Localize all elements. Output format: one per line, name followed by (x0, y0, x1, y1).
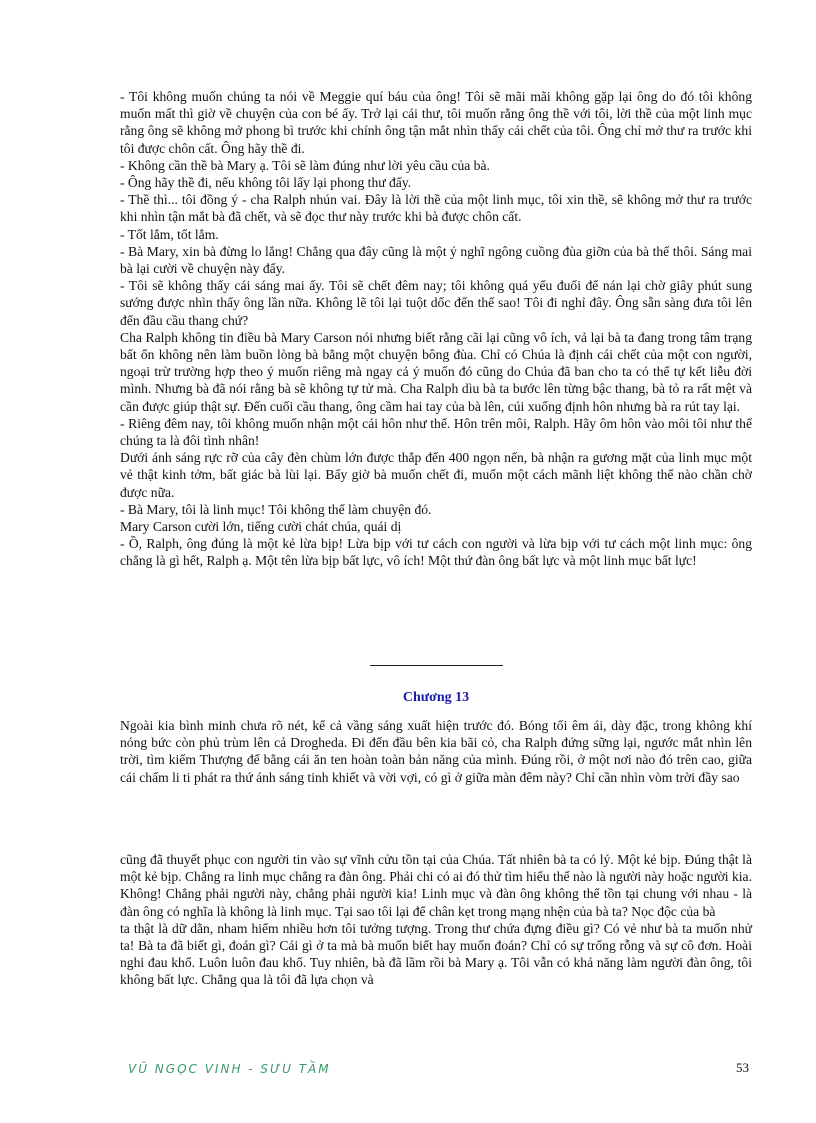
paragraph: - Không cần thề bà Mary ạ. Tôi sẽ làm đúng như lời yêu cầu của bà. (120, 157, 490, 173)
paragraph: Ngoài kia bình minh chưa rõ nét, kể cả vầng sáng xuất hiện trước đó. Bóng tối êm ái, dày đặc, trong không khí nóng bức còn phủ trùm lên cả Drogheda. Đi đến đầu bên kia bãi cỏ, cha Ralph đứng sững lại, ngước mắt nhìn lên trời, tìm kiếm Thượng đế bằng cái ăn ten hoàn toàn bản năng của mình. Đúng rồi, ở một nơi nào đó trên cao, giữa cái chấm li ti phát ra thứ ánh sáng tinh khiết và vời vợi, có gì ở giữa màn đêm này? Chỉ cần nhìn vòm trời đầy sao (120, 718, 752, 785)
paragraph: cũng đã thuyết phục con người tin vào sự vĩnh cửu tồn tại của Chúa. Tất nhiên bà ta có lý. Một kẻ bịp. Đúng thật là một kẻ bịp. Chẳng ra linh mục chẳng ra đàn ông. Phải chi có ai đó thử tìm hiểu thế nào là người này hoặc người kia. Không! Chẳng phải người này, chẳng phải người kia! Linh mục và đàn ông không thể tồn tại chung với nhau - là đàn ông có nghĩa là không là linh mục. Tại sao tôi lại để chân kẹt trong mạng nhện của bà ta? Nọc độc của bà (120, 852, 752, 919)
paragraph: - Bà Mary, xin bà đừng lo lắng! Chẳng qua đây cũng là một ý nghĩ ngông cuồng đùa giỡn của bà thế thôi. Sáng mai bà lại cười về chuyện này đấy. (120, 243, 752, 277)
chapter-title: Chương 13 (402, 690, 470, 705)
footer-credit: VŨ NGỌC VINH - SƯU TẦM (128, 1062, 331, 1076)
paragraph: - Tốt lắm, tốt lắm. (120, 226, 219, 242)
paragraph: - Bà Mary, tôi là linh mục! Tôi không thể làm chuyện đó. (120, 501, 432, 517)
paragraph: - Ồ, Ralph, ông đúng là một kẻ lừa bịp! Lừa bịp với tư cách con người và lừa bịp với tư cách một linh mục: ông chẳng là gì hết, Ralph ạ. Một tên lừa bịp bất lực, vô ích! Một thứ đàn ông bất lực và một linh mục bất lực! (120, 536, 752, 569)
paragraph: - Tôi không muốn chúng ta nói về Meggie quí báu của ông! Tôi sẽ mãi mãi không gặp lại ông do đó tôi không muốn mất thì giờ về chuyện của con bé ấy. Trở lại cái thư, tôi muốn rằng ông thề với tôi, lời thề của một linh mục rằng ông sẽ không mở phong bì trước khi chính ông tận mắt nhìn thấy cái chết của tôi. Ông chỉ mở thư ra trước khi tôi được chôn cất. Ông hãy thề đi. (120, 89, 752, 156)
page-number: 53 (736, 1060, 749, 1075)
paragraph: ta thật là dữ dằn, nham hiểm nhiều hơn tôi tưởng tượng. Trong thư chứa đựng điều gì? Có vẻ như bà ta muốn nhử ta! Bà ta đã biết gì, đoán gì? Cái gì ở ta mà bà muốn biết hay muốn đoán? Chỉ có sự trống rỗng và sự cô đơn. Hoài nghi đau khổ. Luôn luôn đau khổ. Tuy nhiên, bà đã lầm rồi bà Mary ạ. Tôi vẫn có khả năng làm người đàn ông, tôi không bất lực. Chẳng qua là tôi đã lựa chọn và (120, 920, 752, 988)
body-text-top (120, 88, 752, 570)
paragraph: - Riêng đêm nay, tôi không muốn nhận một cái hôn như thế. Hôn trên môi, Ralph. Hãy ôm hôn vào môi tôi như thể chúng ta là đôi tình nhân! (120, 415, 752, 449)
paragraph: Mary Carson cười lớn, tiếng cười chát chúa, quái dị (120, 519, 402, 535)
paragraph: Cha Ralph không tin điều bà Mary Carson nói nhưng biết rằng cãi lại cũng vô ích, vả lại bà ta đang trong tâm trạng bất ổn không nên làm buồn lòng bà bằng một chuyện bông đùa. Chỉ có Chúa là định cái chết của một con người, ngoại trừ trường hợp theo ý muốn riêng mà ngay cả ý muốn đó cũng do Chúa đã ban cho ta có thể tự kết liễu đời mình. Nhưng bà đã nói rằng bà sẽ không tự tử mà. Cha Ralph dìu bà ta bước lên từng bậc thang, bà tỏ ra rất mệt và cần được giúp thật sự. Đến cuối cầu thang, ông cầm hai tay của bà lên, cúi xuống định hôn nhưng bà ra rút tay lại. (120, 329, 752, 414)
paragraph: Dưới ánh sáng rực rỡ của cây đèn chùm lớn được thắp đến 400 ngọn nến, bà nhận ra gương mặt của linh mục một vẻ thật kinh tởm, bất giác bà lùi lại. Bấy giờ bà muốn chết đi, muốn một cách mãnh liệt không thể nào chần chờ được nữa. (120, 450, 752, 500)
paragraph: - Ông hãy thề đi, nếu không tôi lấy lại phong thư đấy. (120, 175, 412, 191)
paragraph: - Thề thì... tôi đồng ý - cha Ralph nhún vai. Đây là lời thề của một linh mục, tôi xin thề, sẽ không mở thư ra trước khi nhìn tận mắt bà đã chết, và sẽ đọc thư này trước khi bà được chôn cất. (120, 192, 752, 225)
section-divider (370, 665, 503, 666)
body-text-bottom (120, 851, 752, 989)
paragraph: - Tôi sẽ không thấy cái sáng mai ấy. Tôi sẽ chết đêm nay; tôi không quá yếu đuối để nán lại chờ giây phút sung sướng được nhìn thấy ông lần nữa. Không lẽ tôi lại tuột dốc đến thế sao! Tôi đi nghỉ đây. Ông sẵn sàng đưa tôi lên đến đầu cầu thang chứ? (120, 278, 752, 328)
body-text-mid (120, 717, 752, 786)
